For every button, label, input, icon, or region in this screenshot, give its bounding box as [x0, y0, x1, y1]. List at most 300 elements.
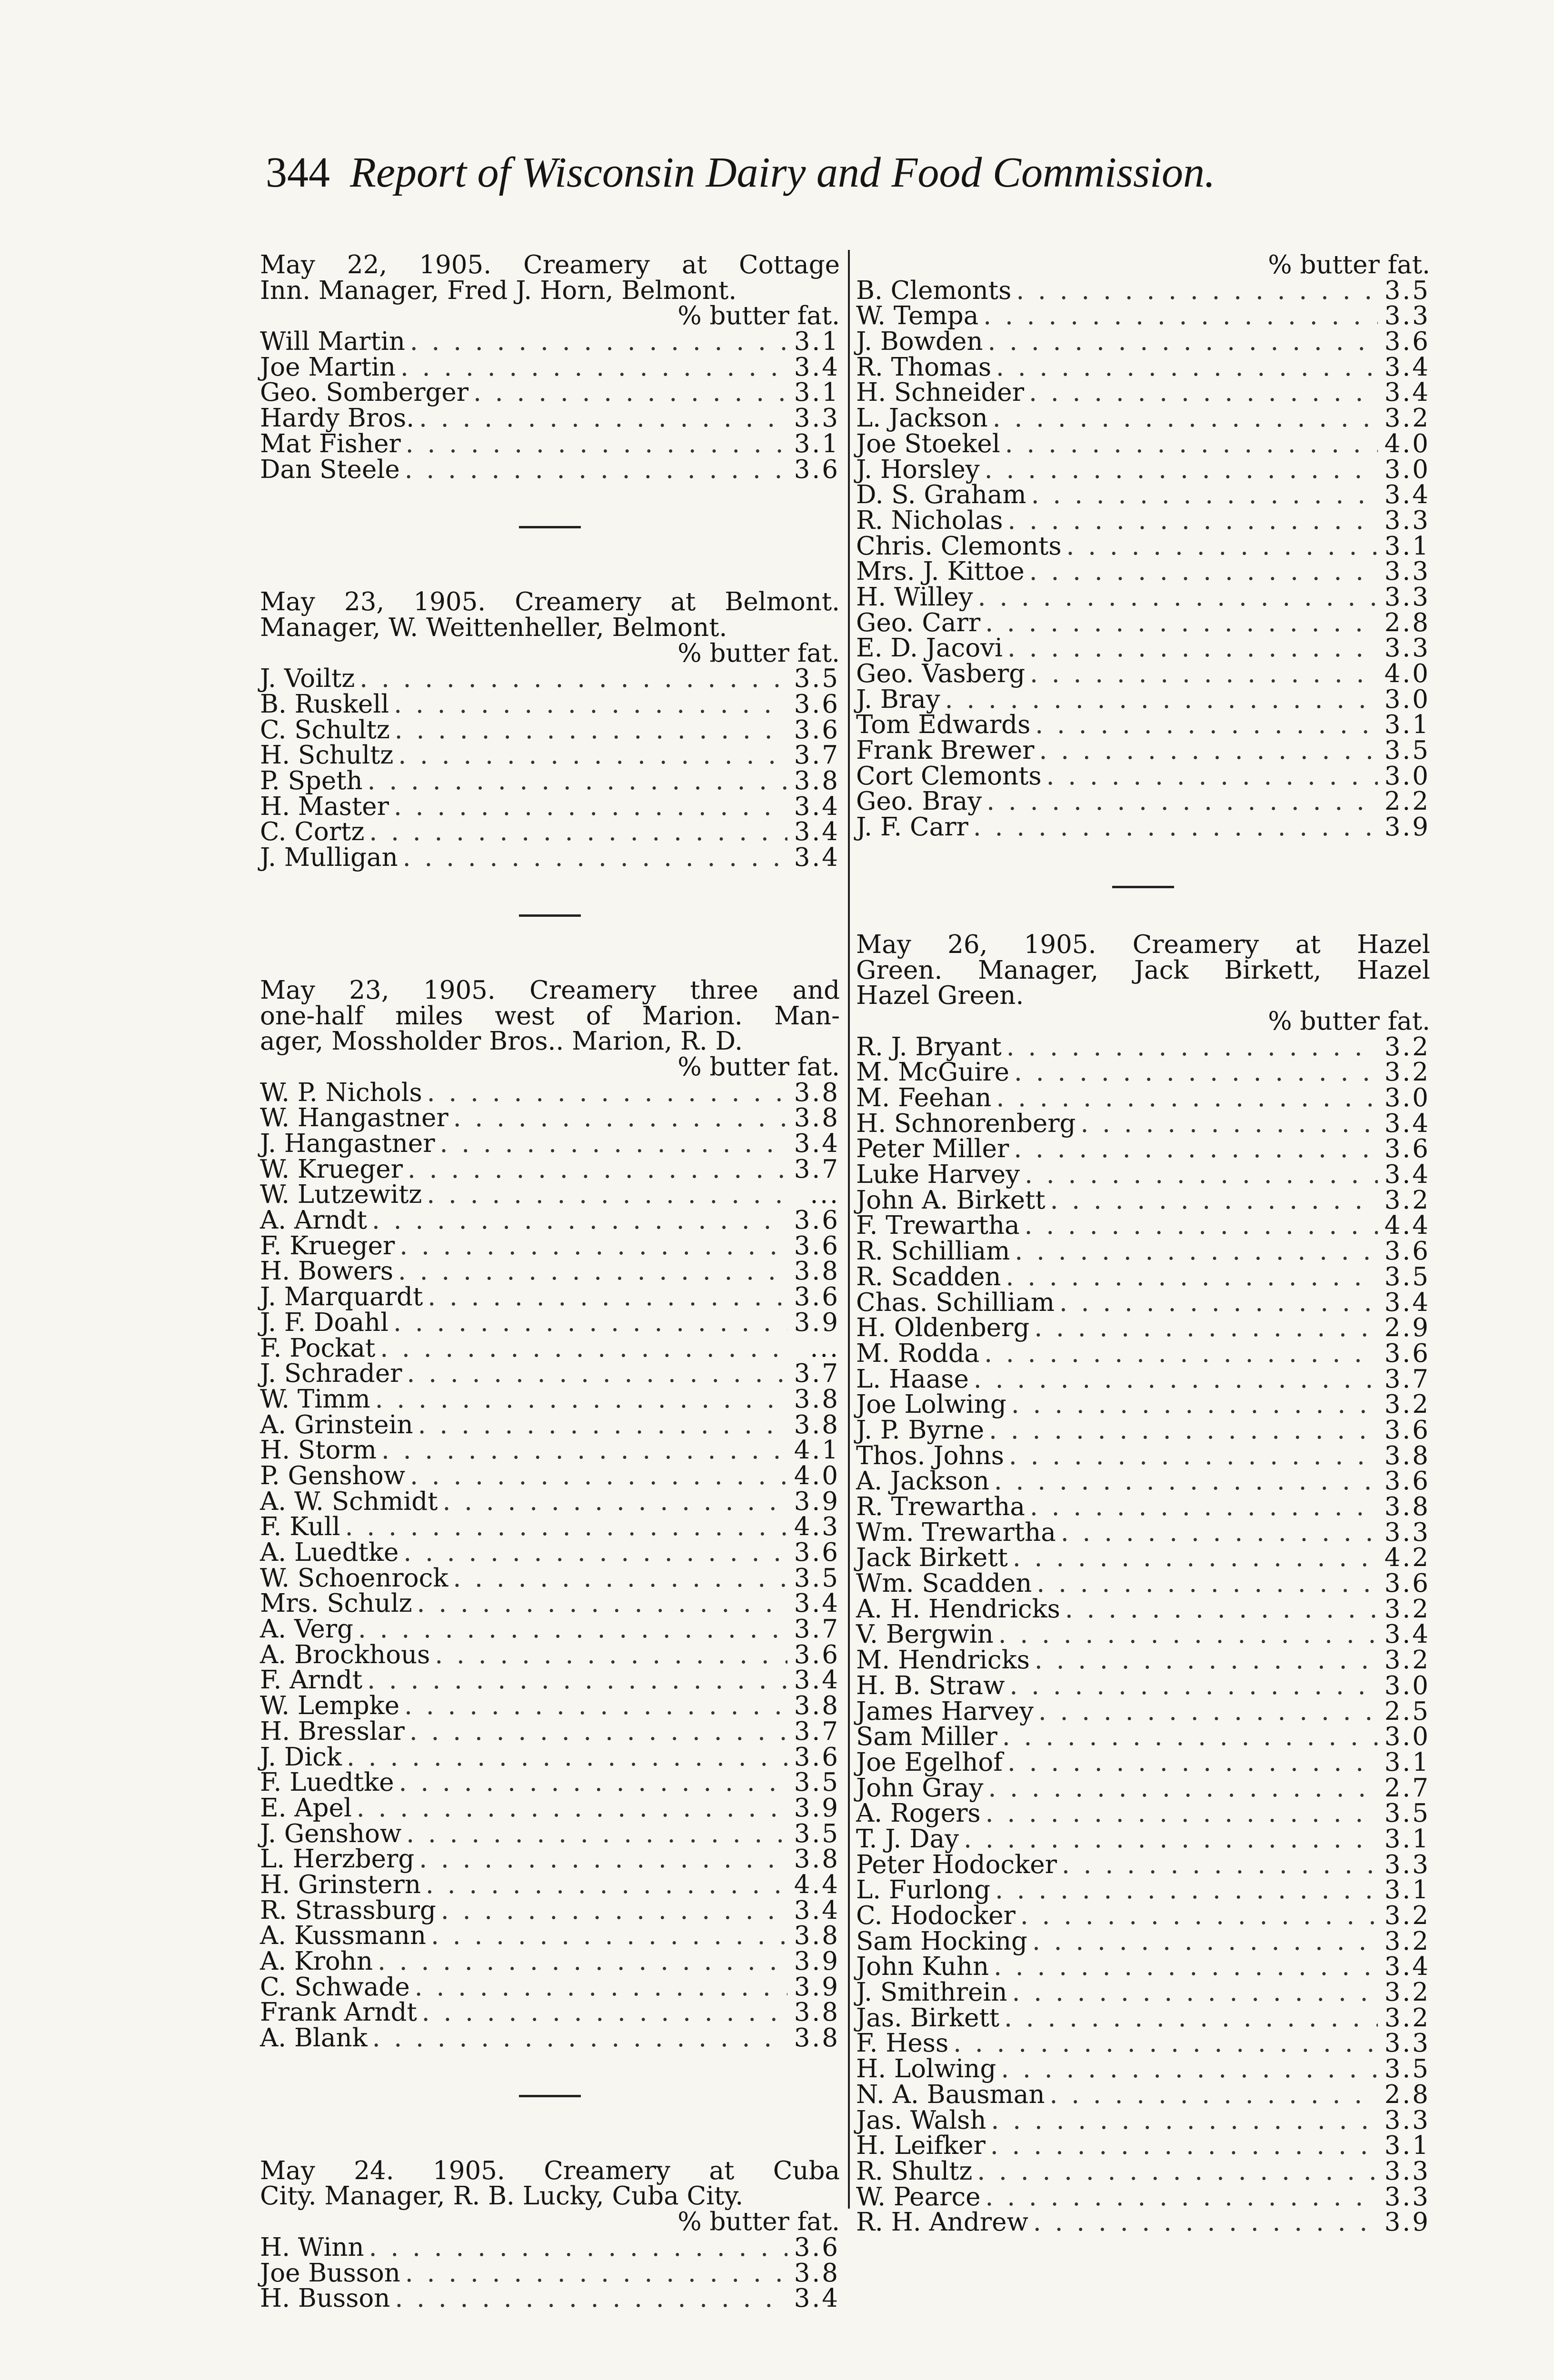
butter-fat-value: 3.4	[1384, 1952, 1430, 1982]
patron-name: Frank Arndt	[260, 1998, 417, 2027]
dot-leader	[984, 1341, 1378, 1367]
butter-fat-value: 3.6	[794, 455, 840, 484]
dot-leader	[415, 1974, 787, 2000]
dot-leader	[1066, 534, 1378, 559]
butter-fat-value: 3.7	[794, 1716, 840, 1746]
butter-fat-value: 3.1	[1384, 531, 1430, 561]
table-row	[856, 1494, 1430, 1520]
page-header	[266, 151, 1215, 194]
dot-leader	[985, 457, 1378, 483]
patron-name: J. Hangastner	[260, 1129, 435, 1159]
patron-name: R. Scadden	[856, 1262, 1001, 1291]
table-row	[856, 789, 1430, 814]
patron-name: C. Hodocker	[856, 1901, 1016, 1931]
table-row	[856, 635, 1430, 661]
butter-fat-value: 3.4	[794, 352, 840, 382]
dot-leader	[407, 1361, 787, 1387]
butter-fat-value: 3.2	[1384, 1594, 1430, 1624]
table-row	[856, 1647, 1430, 1673]
patron-name: H. Schultz	[260, 741, 394, 770]
patron-name: W. Lutzewitz	[260, 1180, 422, 1210]
butter-fat-value: 3.4	[794, 1666, 840, 1695]
butter-fat-value: 3.8	[794, 1103, 840, 1133]
patron-name: Dan Steele	[260, 455, 400, 484]
butter-fat-value: 3.4	[794, 1895, 840, 1925]
table-row	[856, 1877, 1430, 1903]
patron-name: Joe Martin	[260, 352, 396, 382]
butter-fat-value: 3.3	[1384, 634, 1430, 663]
patron-name: Geo. Carr	[856, 608, 981, 637]
butter-fat-value: 3.8	[794, 1691, 840, 1721]
section-heading	[856, 932, 1430, 1009]
patron-name: R. Shultz	[856, 2156, 973, 2186]
butter-fat-value: 3.8	[794, 1410, 840, 1439]
dot-leader	[953, 2031, 1378, 2056]
patron-name: F. Pockat	[260, 1333, 376, 1363]
table-row	[260, 1667, 840, 1693]
table-row	[856, 814, 1430, 840]
patron-name: W. Tempa	[856, 301, 979, 331]
dot-leader	[453, 1105, 787, 1131]
butter-fat-value: 3.6	[794, 1640, 840, 1669]
table-row	[260, 1716, 840, 1746]
table-row	[856, 1622, 1430, 1647]
patron-name: Geo. Bray	[856, 787, 982, 816]
patron-name: H. Master	[260, 792, 389, 821]
butter-fat-value: 3.5	[1384, 1262, 1430, 1291]
dot-leader	[410, 1463, 787, 1489]
heading-line: City. Manager, R. B. Lucky, Cuba City.	[260, 2182, 744, 2211]
butter-fat-value: 3.1	[794, 378, 840, 407]
dot-leader	[973, 814, 1378, 840]
dot-leader	[427, 1080, 787, 1106]
dot-leader	[1080, 1111, 1378, 1137]
dot-leader	[409, 1719, 787, 1745]
patron-name: H. Willey	[856, 582, 973, 612]
section-heading	[260, 589, 840, 640]
table-row	[856, 1364, 1430, 1394]
dot-leader	[993, 406, 1378, 431]
butter-fat-value: 3.3	[1384, 506, 1430, 535]
table-row	[856, 559, 1430, 585]
table-row	[856, 2056, 1430, 2082]
patron-name: Sam Miller	[856, 1722, 997, 1752]
butter-fat-value: 3.6	[794, 1206, 840, 1235]
table-row	[856, 1724, 1430, 1750]
table-row	[856, 1594, 1430, 1624]
report-section	[856, 252, 1430, 840]
dot-leader	[994, 1954, 1378, 1980]
table-row	[260, 1974, 840, 2000]
table-row	[856, 1213, 1430, 1239]
dot-leader	[441, 1898, 787, 1924]
table-row	[260, 457, 840, 483]
table-row	[856, 329, 1430, 355]
patron-name: Geo. Vasberg	[856, 659, 1026, 689]
butter-fat-value: 3.7	[794, 1615, 840, 1644]
table-row	[260, 1463, 840, 1489]
dot-leader	[1015, 1239, 1378, 1264]
dot-leader	[994, 1468, 1378, 1494]
butter-fat-value: 3.2	[1384, 1646, 1430, 1675]
dot-leader	[977, 2159, 1378, 2184]
patron-name: A. Luedtke	[260, 1538, 399, 1567]
table-row	[856, 1185, 1430, 1215]
butter-fat-value: 3.7	[794, 741, 840, 770]
dot-leader	[1059, 1290, 1378, 1316]
butter-fat-value: 2.9	[1384, 1313, 1430, 1343]
table-row	[856, 2184, 1430, 2210]
table-row	[260, 2025, 840, 2051]
butter-fat-value: 4.0	[1384, 429, 1430, 458]
patron-name: Joe Stoekel	[856, 429, 1000, 458]
patron-name: A. Jackson	[856, 1467, 989, 1496]
heading-line: May 26, 1905. Creamery at Hazel	[856, 930, 1430, 959]
patron-name: J. Genshow	[260, 1819, 402, 1848]
dot-leader	[381, 1438, 787, 1463]
dot-leader	[347, 1745, 787, 1770]
butter-fat-value: 3.8	[794, 766, 840, 796]
dot-leader	[428, 1284, 787, 1310]
table-row	[260, 1846, 840, 1872]
butter-fat-value: 3.9	[1384, 813, 1430, 842]
patron-name: M. Feehan	[856, 1083, 992, 1113]
butter-fat-value: 4.3	[794, 1512, 840, 1542]
patron-name: Luke Harvey	[856, 1160, 1020, 1190]
heading-line: May 23, 1905. Creamery at Belmont.	[260, 587, 840, 617]
dot-leader	[1001, 2056, 1378, 2082]
patron-name: Chas. Schilliam	[856, 1288, 1055, 1317]
butter-fat-value: 3.2	[1384, 1058, 1430, 1087]
table-row	[856, 1111, 1430, 1137]
butter-fat-value: 3.6	[1384, 1339, 1430, 1368]
butter-fat-value: 3.4	[794, 792, 840, 821]
butter-fat-value: 3.6	[1384, 1237, 1430, 1266]
butter-fat-value: 3.9	[1384, 2208, 1430, 2237]
butter-fat-label: % butter fat.	[677, 301, 840, 331]
table-row	[856, 2105, 1430, 2135]
patron-name: R. Strassburg	[260, 1895, 436, 1925]
table-row	[260, 1742, 840, 1772]
patron-name: R. Thomas	[856, 352, 992, 382]
dot-leader	[408, 1157, 787, 1182]
patron-name: B. Ruskell	[260, 690, 389, 719]
dot-leader	[983, 303, 1378, 329]
butter-fat-value: 3.8	[794, 2023, 840, 2053]
dot-leader	[1030, 1494, 1378, 1520]
butter-fat-value: 3.0	[1384, 684, 1430, 714]
butter-fat-value: 3.4	[1384, 352, 1430, 382]
table-row	[856, 1517, 1430, 1547]
dot-leader	[1007, 1750, 1378, 1775]
dot-leader	[995, 1877, 1378, 1903]
dot-leader	[1061, 1520, 1378, 1546]
table-row	[856, 303, 1430, 329]
patron-name: A. H. Hendricks	[856, 1594, 1060, 1624]
table-row	[856, 684, 1430, 714]
table-row	[856, 278, 1430, 304]
dot-leader	[1036, 1571, 1378, 1597]
table-row	[856, 1696, 1430, 1726]
dot-leader	[358, 1616, 787, 1642]
butter-fat-value: 3.4	[794, 817, 840, 847]
butter-fat-value: 4.2	[1384, 1543, 1430, 1573]
butter-fat-value: 3.6	[794, 690, 840, 719]
butter-fat-value: 3.4	[794, 1589, 840, 1618]
butter-fat-value: 3.1	[1384, 1747, 1430, 1777]
dot-leader	[987, 329, 1378, 355]
dot-leader	[986, 2184, 1378, 2210]
butter-fat-value: 3.6	[1384, 1467, 1430, 1496]
patron-name: J. Horsley	[856, 455, 980, 484]
patron-name: J. Dick	[260, 1742, 342, 1772]
dot-leader	[1006, 1034, 1378, 1060]
dot-leader	[990, 2133, 1378, 2159]
dot-leader	[1065, 1597, 1378, 1622]
patron-name: F. Krueger	[260, 1231, 395, 1260]
patron-name: L. Herzberg	[260, 1844, 415, 1874]
table-row	[260, 1616, 840, 1642]
patron-name: Tom Edwards	[856, 710, 1031, 740]
patron-name: A. Kussmann	[260, 1921, 427, 1951]
table-row	[856, 1290, 1430, 1316]
dot-leader	[986, 1801, 1378, 1826]
page-number: 344	[266, 149, 330, 196]
dot-leader	[1025, 1162, 1378, 1188]
dot-leader	[398, 1259, 787, 1284]
dot-leader	[1031, 482, 1378, 508]
dot-leader	[403, 1540, 787, 1566]
dot-leader	[435, 1642, 787, 1668]
patron-name: L. Jackson	[856, 404, 988, 433]
table-row	[856, 1571, 1430, 1597]
butter-fat-value: 4.4	[1384, 1211, 1430, 1240]
table-row	[856, 457, 1430, 483]
patron-name: James Harvey	[856, 1696, 1034, 1726]
table-row	[856, 1747, 1430, 1777]
patron-name: V. Bergwin	[856, 1620, 994, 1649]
dot-leader	[1046, 764, 1378, 789]
dot-leader	[1007, 508, 1378, 534]
butter-fat-value: 3.8	[794, 2258, 840, 2288]
patron-name: Joe Busson	[260, 2258, 400, 2288]
dot-leader	[1005, 431, 1378, 457]
entry-list	[260, 1080, 840, 2051]
patron-name: J. P. Byrne	[856, 1415, 985, 1445]
dot-leader	[986, 789, 1378, 814]
section-heading	[260, 2158, 840, 2209]
patron-name: F. Hess	[856, 2029, 949, 2058]
patron-name: B. Clemonts	[856, 276, 1012, 305]
dot-leader	[1035, 712, 1378, 738]
dot-leader	[378, 1949, 787, 1974]
report-section	[260, 975, 840, 2053]
patron-name: C. Schwade	[260, 1972, 410, 2002]
butter-fat-value: 3.8	[794, 1384, 840, 1414]
entry-list	[260, 2232, 840, 2313]
butter-fat-label: % butter fat.	[1268, 1006, 1430, 1036]
butter-fat-value: 3.2	[1384, 1390, 1430, 1419]
table-row	[260, 431, 840, 457]
dot-leader	[426, 1872, 787, 1898]
butter-fat-value: 3.0	[1384, 761, 1430, 791]
report-section	[260, 2158, 840, 2311]
report-section	[260, 252, 840, 482]
patron-name: Joe Egelhof	[856, 1747, 1003, 1777]
section-separator	[519, 2095, 581, 2097]
butter-fat-value: 3.0	[1384, 1083, 1430, 1113]
table-row	[856, 531, 1430, 561]
patron-name: P. Speth	[260, 766, 363, 796]
table-row	[856, 1852, 1430, 1878]
butter-fat-value: 3.1	[1384, 2131, 1430, 2161]
table-row	[856, 1264, 1430, 1290]
dot-leader	[1006, 1264, 1378, 1290]
dot-leader	[369, 2235, 787, 2261]
patron-name: H. Bowers	[260, 1257, 394, 1286]
heading-line: May 23, 1905. Creamery three and	[260, 975, 840, 1005]
table-row	[856, 1060, 1430, 1085]
table-row	[260, 1540, 840, 1566]
patron-name: A. Arndt	[260, 1206, 367, 1235]
butter-fat-value: ...	[810, 1180, 840, 1210]
table-row	[260, 1259, 840, 1284]
table-row	[260, 819, 840, 845]
dot-leader	[978, 585, 1378, 610]
table-row	[260, 1591, 840, 1616]
dot-leader	[357, 1795, 787, 1821]
butter-fat-value: 3.4	[1384, 378, 1430, 407]
table-row	[856, 406, 1430, 431]
patron-name: H. Winn	[260, 2232, 364, 2262]
left-column	[260, 252, 840, 2311]
table-row	[260, 1895, 840, 1925]
dot-leader	[404, 1693, 787, 1719]
dot-leader	[440, 1131, 787, 1157]
butter-fat-value: 4.0	[1384, 659, 1430, 689]
table-row	[856, 508, 1430, 534]
butter-fat-value: 3.5	[1384, 1799, 1430, 1828]
butter-fat-value: 3.3	[1384, 1517, 1430, 1547]
patron-name: M. Hendricks	[856, 1646, 1030, 1675]
butter-fat-value: 3.3	[1384, 2029, 1430, 2058]
table-row	[260, 1384, 840, 1414]
dot-leader	[417, 1591, 787, 1616]
patron-name: W. Pearce	[856, 2182, 981, 2211]
butter-fat-value: 3.1	[1384, 1875, 1430, 1905]
butter-fat-value: 2.5	[1384, 1696, 1430, 1726]
patron-name: John Gray	[856, 1773, 984, 1803]
table-row	[260, 1154, 840, 1184]
patron-name: L. Haase	[856, 1364, 969, 1394]
table-row	[856, 482, 1430, 508]
butter-fat-value: 3.3	[1384, 557, 1430, 586]
heading-line: one-half miles west of Marion. Man-	[260, 1001, 840, 1031]
butter-fat-value: 3.6	[794, 2232, 840, 2262]
dot-leader	[1014, 1136, 1378, 1162]
butter-fat-value: 3.4	[1384, 480, 1430, 510]
patron-name: H. B. Straw	[856, 1671, 1005, 1700]
dot-leader	[394, 794, 787, 820]
butter-fat-value: 2.2	[1384, 787, 1430, 816]
dot-leader	[406, 1821, 787, 1847]
dot-leader	[945, 687, 1378, 713]
butter-fat-value: 3.6	[1384, 1415, 1430, 1445]
table-row	[260, 692, 840, 717]
table-row	[856, 1903, 1430, 1929]
patron-name: A. Blank	[260, 2023, 368, 2053]
butter-fat-value: 3.3	[1384, 1850, 1430, 1879]
table-row	[260, 1770, 840, 1795]
butter-fat-value: 3.4	[794, 2284, 840, 2313]
dot-leader	[442, 1489, 787, 1515]
table-row	[260, 1182, 840, 1208]
butter-fat-value: 4.1	[794, 1436, 840, 1465]
dot-leader	[996, 355, 1378, 380]
table-row	[856, 1085, 1430, 1111]
table-row	[856, 431, 1430, 457]
table-row	[260, 1514, 840, 1540]
patron-name: L. Furlong	[856, 1875, 991, 1905]
butter-fat-value: 3.6	[794, 1742, 840, 1772]
butter-fat-value: 3.6	[794, 1538, 840, 1567]
butter-fat-value: 3.3	[1384, 301, 1430, 331]
dot-leader	[985, 610, 1378, 636]
dot-leader	[372, 1208, 787, 1233]
dot-leader	[393, 1310, 787, 1336]
table-row	[260, 1333, 840, 1363]
butter-fat-value: 3.2	[1384, 1901, 1430, 1931]
patron-name: Joe Lolwing	[856, 1390, 1006, 1419]
butter-fat-label: % butter fat.	[677, 2207, 840, 2237]
table-row	[856, 1392, 1430, 1418]
patron-name: H. Busson	[260, 2284, 390, 2313]
patron-name: A. W. Schmidt	[260, 1487, 438, 1516]
dot-leader	[1038, 1699, 1378, 1725]
butter-fat-value: 3.5	[794, 1768, 840, 1797]
table-row	[260, 352, 840, 382]
butter-fat-value: 3.7	[794, 1359, 840, 1388]
table-row	[856, 1801, 1430, 1826]
table-row	[856, 1468, 1430, 1494]
table-row	[260, 1361, 840, 1387]
table-row	[260, 1438, 840, 1463]
butter-fat-value: 3.0	[1384, 1671, 1430, 1700]
patron-name: J. Mulligan	[260, 843, 398, 873]
butter-fat-value: 3.9	[794, 1793, 840, 1823]
table-row	[856, 2031, 1430, 2056]
patron-name: A. Verg	[260, 1615, 354, 1644]
table-row	[260, 1642, 840, 1668]
butter-fat-value: 3.8	[794, 1257, 840, 1286]
table-row	[260, 845, 840, 871]
patron-name: J. F. Carr	[856, 813, 968, 842]
patron-name: R. Schilliam	[856, 1237, 1010, 1266]
dot-leader	[1062, 1852, 1378, 1878]
butter-fat-value: 3.1	[794, 429, 840, 458]
patron-name: H. Bresslar	[260, 1716, 405, 1746]
butter-fat-label: % butter fat.	[1268, 250, 1430, 279]
dot-leader	[1002, 1724, 1378, 1750]
table-row	[260, 717, 840, 743]
patron-name: Hardy Bros.	[260, 404, 415, 433]
patron-name: Jas. Walsh	[856, 2105, 986, 2135]
table-row	[260, 1563, 840, 1593]
patron-name: M. Rodda	[856, 1339, 980, 1368]
patron-name: Wm. Trewartha	[856, 1517, 1056, 1547]
patron-name: Sam Hocking	[856, 1926, 1027, 1956]
patron-name: H. Leifker	[856, 2131, 986, 2161]
